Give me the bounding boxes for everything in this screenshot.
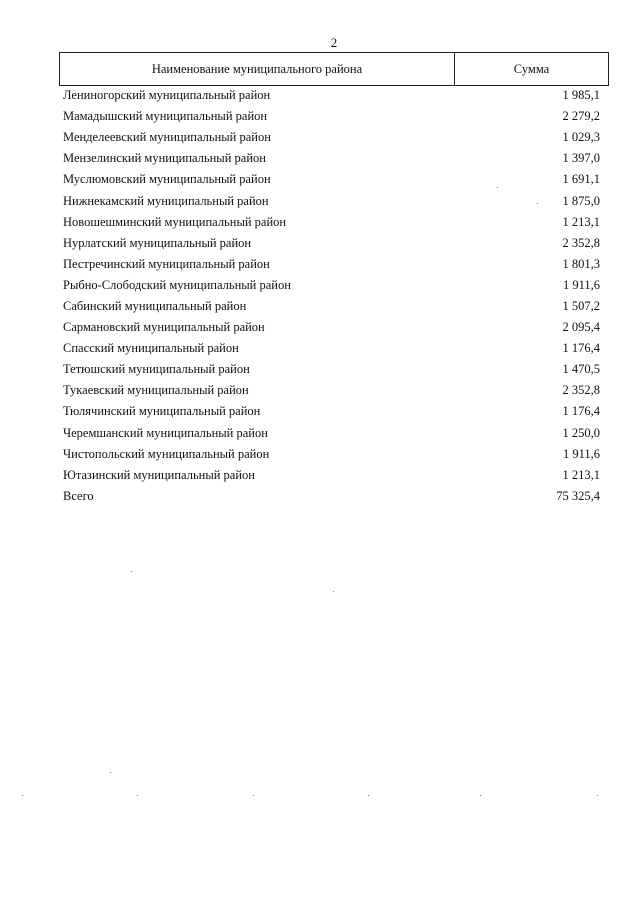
table-row — [63, 106, 600, 127]
scan-speck — [137, 795, 138, 796]
table-row — [63, 212, 600, 233]
district-name: Мензелинский муниципальный район — [63, 151, 266, 166]
table-row — [63, 465, 600, 486]
page-number: 2 — [330, 35, 338, 50]
table-row — [63, 380, 600, 401]
table-row — [63, 190, 600, 211]
district-amount: 1 213,1 — [562, 214, 600, 229]
district-name: Мамадышский муниципальный район — [63, 109, 268, 124]
district-amount: 1 911,6 — [562, 446, 600, 461]
table-row — [63, 127, 600, 148]
table-row — [63, 85, 600, 106]
scan-speck — [537, 203, 538, 204]
table-row — [63, 423, 600, 444]
district-amount: 1 875,0 — [562, 193, 600, 208]
header-district-name: Наименование муниципального района — [60, 53, 455, 85]
table-body — [63, 85, 600, 507]
scan-speck — [368, 795, 369, 796]
district-name: Сармановский муниципальный район — [63, 320, 265, 335]
scan-speck — [333, 591, 334, 592]
table-row — [63, 169, 600, 190]
district-amount: 1 691,1 — [562, 172, 600, 187]
district-name: Нижнекамский муниципальный район — [63, 193, 269, 208]
district-name: Пестречинский муниципальный район — [63, 256, 270, 271]
scan-speck — [497, 187, 498, 188]
district-name: Ютазинский муниципальный район — [63, 467, 255, 482]
district-amount: 1 397,0 — [562, 151, 600, 166]
district-name: Тукаевский муниципальный район — [63, 383, 249, 398]
total-amount: 75 325,4 — [556, 488, 600, 503]
table-row — [63, 359, 600, 380]
district-name: Чистопольский муниципальный район — [63, 446, 270, 461]
district-amount: 1 176,4 — [562, 341, 600, 356]
district-name: Тюлячинский муниципальный район — [63, 404, 261, 419]
district-name: Спасский муниципальный район — [63, 341, 239, 356]
district-name: Сабинский муниципальный район — [63, 298, 247, 313]
district-amount: 1 911,6 — [562, 277, 600, 292]
scan-speck — [253, 795, 254, 796]
table-row — [63, 296, 600, 317]
district-amount: 1 213,1 — [562, 467, 600, 482]
district-name: Рыбно-Слободский муниципальный район — [63, 277, 291, 292]
scan-speck — [22, 795, 23, 796]
table-row — [63, 444, 600, 465]
table-row — [63, 233, 600, 254]
scan-speck — [597, 795, 598, 796]
district-amount: 1 801,3 — [562, 256, 600, 271]
table-row — [63, 338, 600, 359]
district-name: Тетюшский муниципальный район — [63, 362, 250, 377]
district-amount: 2 352,8 — [562, 383, 600, 398]
scan-speck — [480, 795, 481, 796]
district-name: Лениногорский муниципальный район — [63, 88, 271, 103]
district-amount: 2 279,2 — [562, 109, 600, 124]
header-sum: Сумма — [513, 61, 550, 76]
district-amount: 1 507,2 — [562, 298, 600, 313]
total-row — [63, 486, 600, 507]
district-name: Менделеевский муниципальный район — [63, 130, 271, 145]
table-row — [63, 401, 600, 422]
district-amount: 1 985,1 — [562, 88, 600, 103]
table-row — [63, 317, 600, 338]
scan-speck — [131, 571, 132, 572]
district-name: Муслюмовский муниципальный район — [63, 172, 271, 187]
district-name: Нурлатский муниципальный район — [63, 235, 252, 250]
district-amount: 2 095,4 — [562, 320, 600, 335]
district-amount: 2 352,8 — [562, 235, 600, 250]
district-name: Новошешминский муниципальный район — [63, 214, 287, 229]
district-name: Черемшанский муниципальный район — [63, 425, 268, 440]
district-amount: 1 029,3 — [562, 130, 600, 145]
total-label: Всего — [63, 488, 94, 503]
table-row — [63, 148, 600, 169]
district-amount: 1 470,5 — [562, 362, 600, 377]
table-row — [63, 275, 600, 296]
table-header — [59, 52, 609, 86]
scan-speck — [110, 772, 111, 773]
district-amount: 1 176,4 — [562, 404, 600, 419]
table-row — [63, 254, 600, 275]
district-amount: 1 250,0 — [562, 425, 600, 440]
